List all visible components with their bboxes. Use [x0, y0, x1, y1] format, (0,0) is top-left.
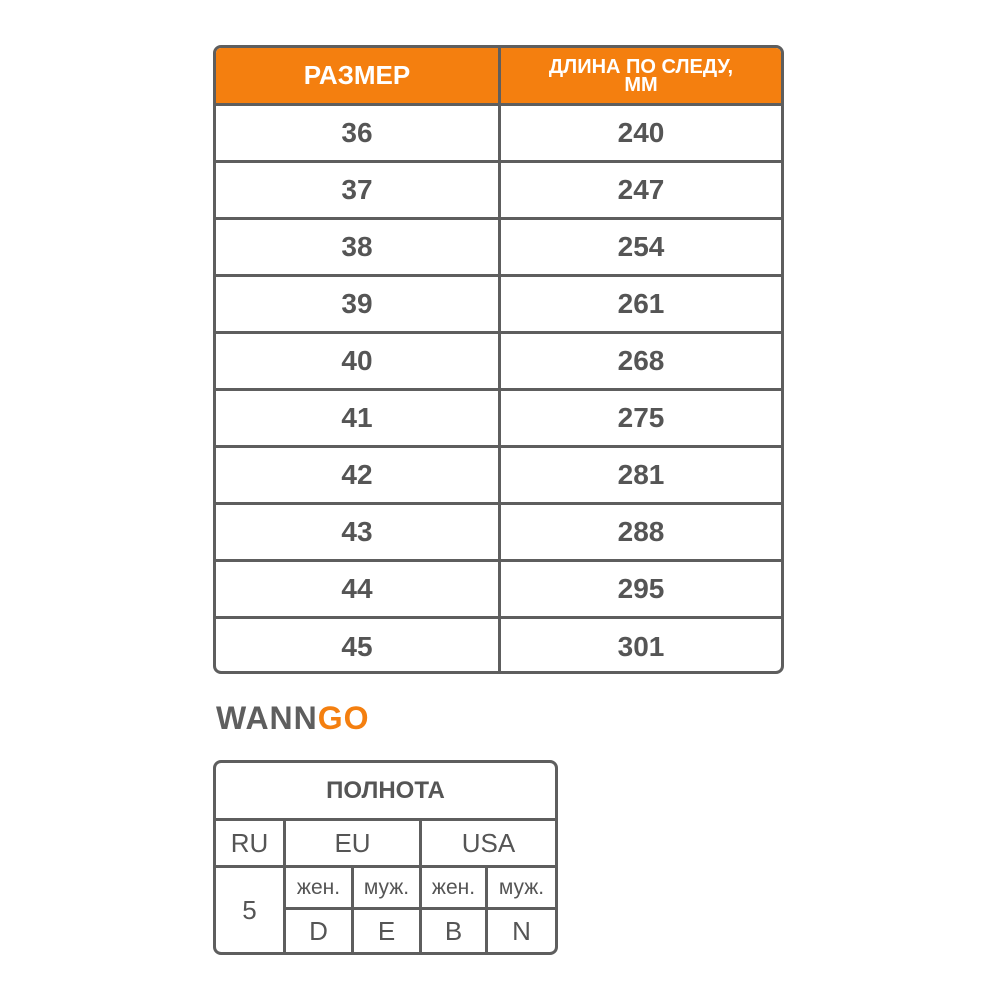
size-cell: 44	[216, 562, 501, 616]
usa-label: USA	[422, 821, 555, 868]
size-header: РАЗМЕР	[216, 48, 501, 103]
table-row	[216, 220, 781, 277]
table-row	[216, 505, 781, 562]
fullness-table	[213, 760, 558, 955]
table-row	[216, 391, 781, 448]
table-row	[216, 619, 781, 674]
usa-men-value: N	[512, 915, 531, 946]
length-cell: 281	[617, 459, 665, 490]
eu-women-label: жен.	[286, 868, 354, 910]
size-cell: 42	[216, 448, 501, 502]
length-header	[501, 48, 781, 103]
length-cell: 240	[617, 117, 665, 148]
length-cell: 288	[617, 516, 665, 547]
table-row	[216, 334, 781, 391]
size-cell: 43	[216, 505, 501, 559]
brand-logo	[216, 700, 370, 737]
eu-men-value: E	[354, 910, 422, 952]
length-cell: 268	[617, 345, 665, 376]
usa-women-value: B	[422, 910, 488, 952]
size-table-header	[216, 48, 781, 106]
brand-logo-part1: WANN	[216, 700, 318, 736]
size-cell: 45	[216, 619, 501, 674]
eu-label: EU	[286, 821, 422, 868]
size-cell: 41	[216, 391, 501, 445]
table-row	[216, 163, 781, 220]
usa-men-label: муж.	[488, 868, 555, 910]
ru-label: RU	[216, 821, 286, 868]
fullness-grid	[216, 821, 555, 952]
eu-women-value: D	[286, 910, 354, 952]
size-table	[213, 45, 784, 674]
length-cell: 301	[617, 631, 665, 662]
size-cell: 40	[216, 334, 501, 388]
size-cell: 39	[216, 277, 501, 331]
table-row	[216, 562, 781, 619]
table-row	[216, 448, 781, 505]
ru-value: 5	[216, 868, 286, 952]
size-cell: 36	[216, 106, 501, 160]
brand-logo-part2: GO	[317, 700, 370, 736]
eu-men-label: муж.	[354, 868, 422, 910]
fullness-title: ПОЛНОТА	[216, 763, 555, 821]
length-cell: 275	[617, 402, 665, 433]
length-header-line1: ДЛИНА ПО СЛЕДУ,	[548, 55, 734, 78]
length-header-line2: ММ	[624, 73, 658, 96]
table-row	[216, 277, 781, 334]
length-cell: 254	[617, 231, 665, 262]
table-row	[216, 106, 781, 163]
length-cell: 261	[617, 288, 665, 319]
size-cell: 38	[216, 220, 501, 274]
length-cell: 295	[617, 573, 665, 604]
size-cell: 37	[216, 163, 501, 217]
usa-women-label: жен.	[422, 868, 488, 910]
length-cell: 247	[617, 174, 665, 205]
